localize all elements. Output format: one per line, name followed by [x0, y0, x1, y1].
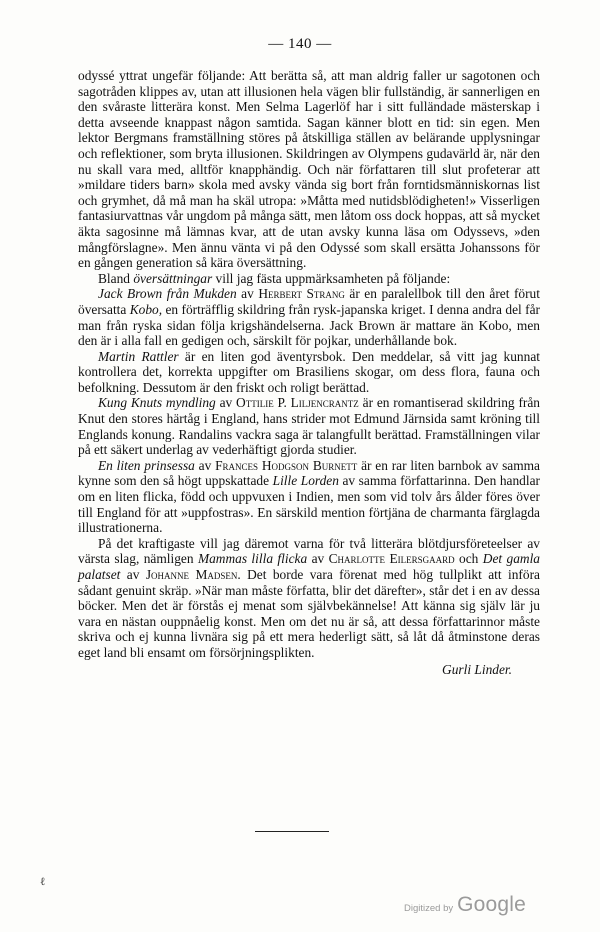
text-run: vill jag fästa uppmärksamheten på följande:: [212, 270, 451, 286]
text-run: Det borde vara förenat med hög tullplikt att införa sådant genuint skräp. »När man måste författa, blir det därefter», står det i en av dessa böcker. Men det är förstås ej menat som självbekännelse! Att känna sig själv lär ju vara en nästan ouppnåelig konst. Men om det nu är så, att dessa författarinnor måste skriva och ej kunna livnära sig på ett mera hederligt sätt, så låt då åtminstone deras eget land bli ensamt om försörjningsplikten.: [78, 567, 540, 660]
body-text: [78, 68, 540, 677]
paragraph-odyssey-review: odyssé yttrat ungefär följande: Att berätta så, att man aldrig faller ur sagotonen och sagotråden klippes av, utan att illusionen hela vägen blir fullständig, är sannerligen en den svåraste litterära konst. Men Selma Lagerlöf har i sitt fulländade mästerskap i detta avseende knappast någon samtida. Sagan känner blott en tid: sin egen. Men lektor Bergmans framställning störes på åtskilliga ställen av belärande upplysningar och reflektioner, som bryta illusionen. Skildringen av Olympens gudavärld är, när den nu skall vara med, alltför knapphändig. Och när författaren till slut profeterar att »mildare tiders barn» skola med avsky vända sig bort från forntidsmänniskornas list och grymhet, då må man ha skäl utropa: »Måtta med nutidsblödigheten!» Visserligen fantasiurvattnas vår ungdom på många sätt, men låtom oss dock hoppas, att så mycket äkta sagosinne må lämnas kvar, att de utan avsky kunna läsa om Odyssevs, »den mångförslagne». Men ännu vänta vi på den Odyssé som skall ersätta Johanssons för en gången generation så kära översättning.: [78, 68, 540, 271]
section-divider: [255, 831, 329, 832]
text-run: och: [454, 551, 483, 567]
signature: Gurli Linder.: [442, 661, 512, 677]
book-title: Lille Lorden: [272, 473, 339, 489]
text-run: är en paralellbok till den året förut översatta: [78, 286, 540, 317]
watermark-prefix: Digitized by: [404, 903, 454, 914]
paragraph-warning: [78, 536, 540, 661]
text-run: av: [194, 457, 216, 473]
stray-mark: ℓ: [40, 876, 46, 888]
author-name: Frances Hodgson Burnett: [215, 457, 358, 473]
text-run: är en rar liten barnbok av samma kynne som den så högt uppskattade: [78, 457, 540, 489]
page-number: — 140 —: [268, 36, 332, 52]
author-name: Johanne Madsen.: [145, 567, 241, 582]
book-title: Kobo,: [129, 301, 163, 317]
book-title: Det gamla palatset: [78, 551, 540, 582]
text-run: av: [307, 551, 329, 567]
text-run: är en liten god äventyrsbok. Den meddelar, så vitt jag kunnat kontrollera det, korrekta uppgifter om Brasiliens skogar, om dess flora, fauna och befolkning. Dessutom är den friskt och roligt berättad.: [78, 348, 540, 395]
text-run: en förträfflig skildring från rysk-japanska kriget. I denna andra del får man från ryska sidan följa krigshändelserna. Jack Brown är mattare än Kobo, men den är i alla fall en gedigen och, särskilt för pojkar, underhållande bok.: [78, 301, 540, 349]
author-name: Herbert Strang: [258, 286, 345, 302]
author-name: Ottilie P. Liljencrantz: [236, 395, 359, 411]
digitized-watermark: [404, 893, 526, 917]
text-run: av samma författarinna. Den handlar om en liten flicka, född och uppvuxen i Indien, men som vid tolv års ålder föres över till England för att »uppfostras». En särskild mention förtjäna de charmanta färglagda illustrationerna.: [78, 473, 541, 536]
book-title: Kung Knuts myndling: [98, 395, 216, 411]
watermark-brand: Google: [457, 893, 527, 916]
paragraph-jack-brown: [78, 286, 540, 348]
paragraph-translations-intro: [78, 271, 540, 287]
text-run: Bland: [98, 270, 134, 286]
emphasis-translations: översättningar: [133, 270, 213, 286]
text-run: På det kraftigaste vill jag däremot varna för två litterära blötdjursföreteelser av värsta slag, nämligen: [78, 535, 540, 567]
paragraph-kung-knuts: [78, 395, 540, 457]
book-title: En liten prinsessa: [98, 457, 195, 473]
text-run: av: [236, 286, 259, 302]
paragraph-liten-prinsessa: [78, 458, 540, 536]
text-run: av: [120, 567, 146, 582]
book-title: Martin Rattler: [98, 348, 179, 364]
text-run: är en romantiserad skildring från Knut den stores härtåg i England, hans strider mot Edmund Järnsida samt kröning till Englands konung. Randalins vackra saga är talangfullt berättad. Framställningen vilar på ett säkert underlag av vederhäftigt gjorda studier.: [78, 395, 541, 458]
book-title: Mammas lilla flicka: [197, 551, 308, 567]
book-title: Jack Brown från Mukden: [98, 286, 237, 302]
paragraph-martin-rattler: [78, 349, 540, 396]
text-run: av: [215, 395, 237, 411]
author-name: Charlotte Eilersgaard: [328, 551, 455, 567]
